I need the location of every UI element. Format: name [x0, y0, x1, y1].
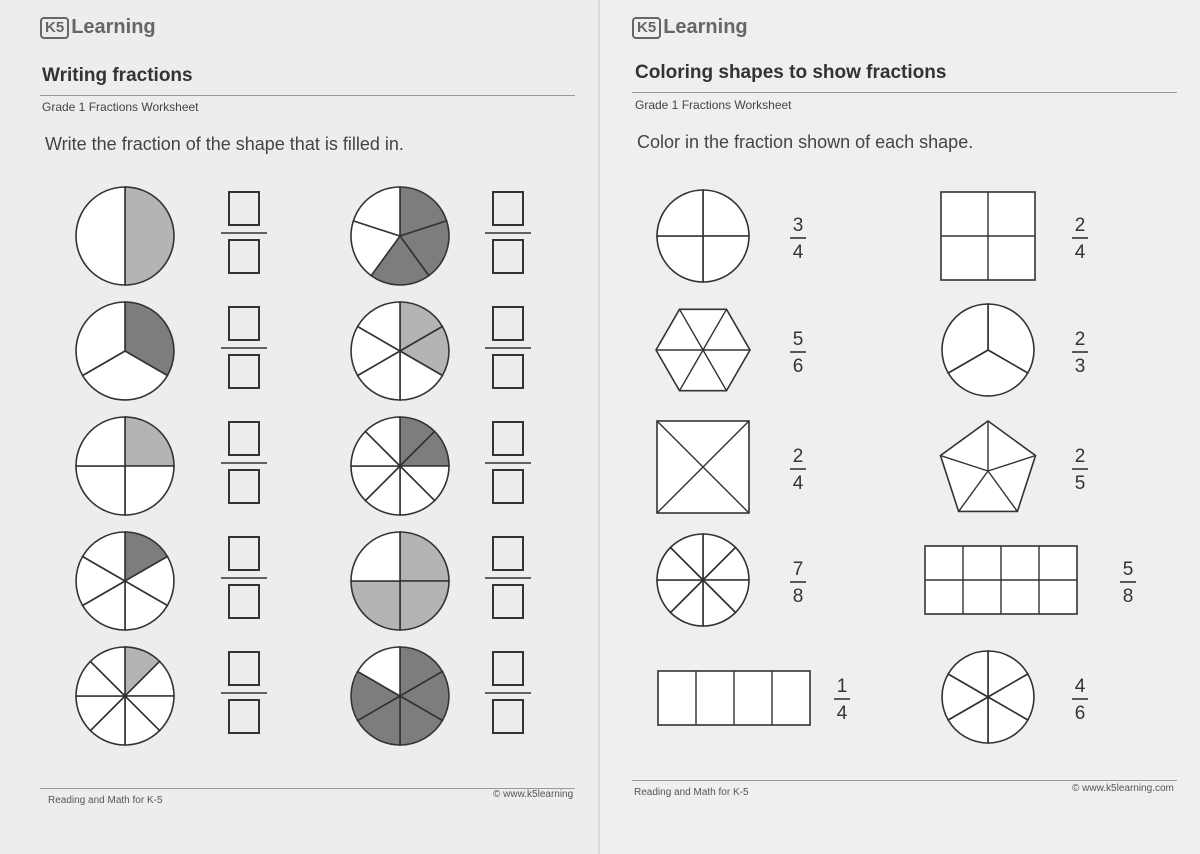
answer-numerator-box [493, 652, 523, 685]
fraction-circle-sector [400, 532, 449, 581]
fraction-circle-sector [703, 236, 749, 282]
k5-logo-text: Learning [663, 16, 748, 38]
answer-numerator-box [229, 537, 259, 570]
printed-fraction-denominator: 5 [1074, 473, 1086, 494]
answer-denominator-box [493, 355, 523, 388]
page-title: Coloring shapes to show fractions [635, 62, 947, 83]
fraction-circle-sector [351, 581, 400, 630]
answer-numerator-box [229, 422, 259, 455]
printed-fraction-denominator: 8 [1122, 586, 1134, 607]
answer-denominator-box [493, 470, 523, 503]
footer-left-text: Reading and Math for K-5 [634, 787, 749, 798]
printed-fraction-numerator: 7 [792, 559, 804, 580]
fraction-circle-sector [125, 417, 174, 466]
printed-fraction-numerator: 2 [1074, 329, 1086, 350]
worksheet-subtitle: Grade 1 Fractions Worksheet [42, 100, 199, 114]
answer-numerator-box [229, 307, 259, 340]
answer-numerator-box [229, 192, 259, 225]
answer-denominator-box [493, 585, 523, 618]
footer-right-text: © www.k5learning.com [1072, 783, 1174, 794]
printed-fraction-denominator: 6 [792, 356, 804, 377]
printed-fraction-numerator: 2 [792, 446, 804, 467]
footer-left-text: Reading and Math for K-5 [48, 795, 163, 806]
printed-fraction-denominator: 4 [792, 473, 804, 494]
fraction-circle-sector [125, 466, 174, 515]
answer-denominator-box [229, 585, 259, 618]
answer-denominator-box [229, 355, 259, 388]
fraction-circle-sector [125, 187, 174, 285]
answer-denominator-box [493, 240, 523, 273]
instruction-text: Color in the fraction shown of each shape. [637, 132, 974, 152]
fraction-circle-sector [76, 466, 125, 515]
fraction-circle-sector [351, 532, 400, 581]
footer-right-text: © www.k5learning [493, 789, 574, 800]
answer-numerator-box [493, 192, 523, 225]
printed-fraction-numerator: 3 [792, 215, 804, 236]
printed-fraction-numerator: 5 [792, 329, 804, 350]
printed-fraction-numerator: 2 [1074, 215, 1086, 236]
answer-numerator-box [493, 307, 523, 340]
fraction-circle-sector [76, 417, 125, 466]
answer-denominator-box [229, 700, 259, 733]
printed-fraction-numerator: 2 [1074, 446, 1086, 467]
answer-numerator-box [493, 422, 523, 455]
fraction-circle-sector [76, 187, 125, 285]
printed-fraction-denominator: 4 [836, 703, 848, 724]
page-title: Writing fractions [42, 65, 193, 86]
printed-fraction-denominator: 4 [1074, 242, 1086, 263]
answer-denominator-box [229, 240, 259, 273]
k5-logo-badge: K5 [632, 17, 661, 39]
k5-logo-text: Learning [71, 16, 156, 38]
answer-denominator-box [493, 700, 523, 733]
printed-fraction-denominator: 4 [792, 242, 804, 263]
printed-fraction-denominator: 6 [1074, 703, 1086, 724]
printed-fraction-denominator: 8 [792, 586, 804, 607]
printed-fraction-denominator: 3 [1074, 356, 1086, 377]
instruction-text: Write the fraction of the shape that is filled in. [45, 134, 404, 154]
k5-logo-badge: K5 [40, 17, 69, 39]
printed-fraction-numerator: 4 [1074, 676, 1086, 697]
fraction-circle-sector [657, 190, 703, 236]
printed-fraction-numerator: 5 [1122, 559, 1134, 580]
fraction-circle-sector [657, 236, 703, 282]
fraction-circle-sector [703, 190, 749, 236]
fraction-circle-sector [400, 581, 449, 630]
answer-denominator-box [229, 470, 259, 503]
answer-numerator-box [229, 652, 259, 685]
printed-fraction-numerator: 1 [836, 676, 848, 697]
answer-numerator-box [493, 537, 523, 570]
worksheet-subtitle: Grade 1 Fractions Worksheet [635, 98, 792, 112]
